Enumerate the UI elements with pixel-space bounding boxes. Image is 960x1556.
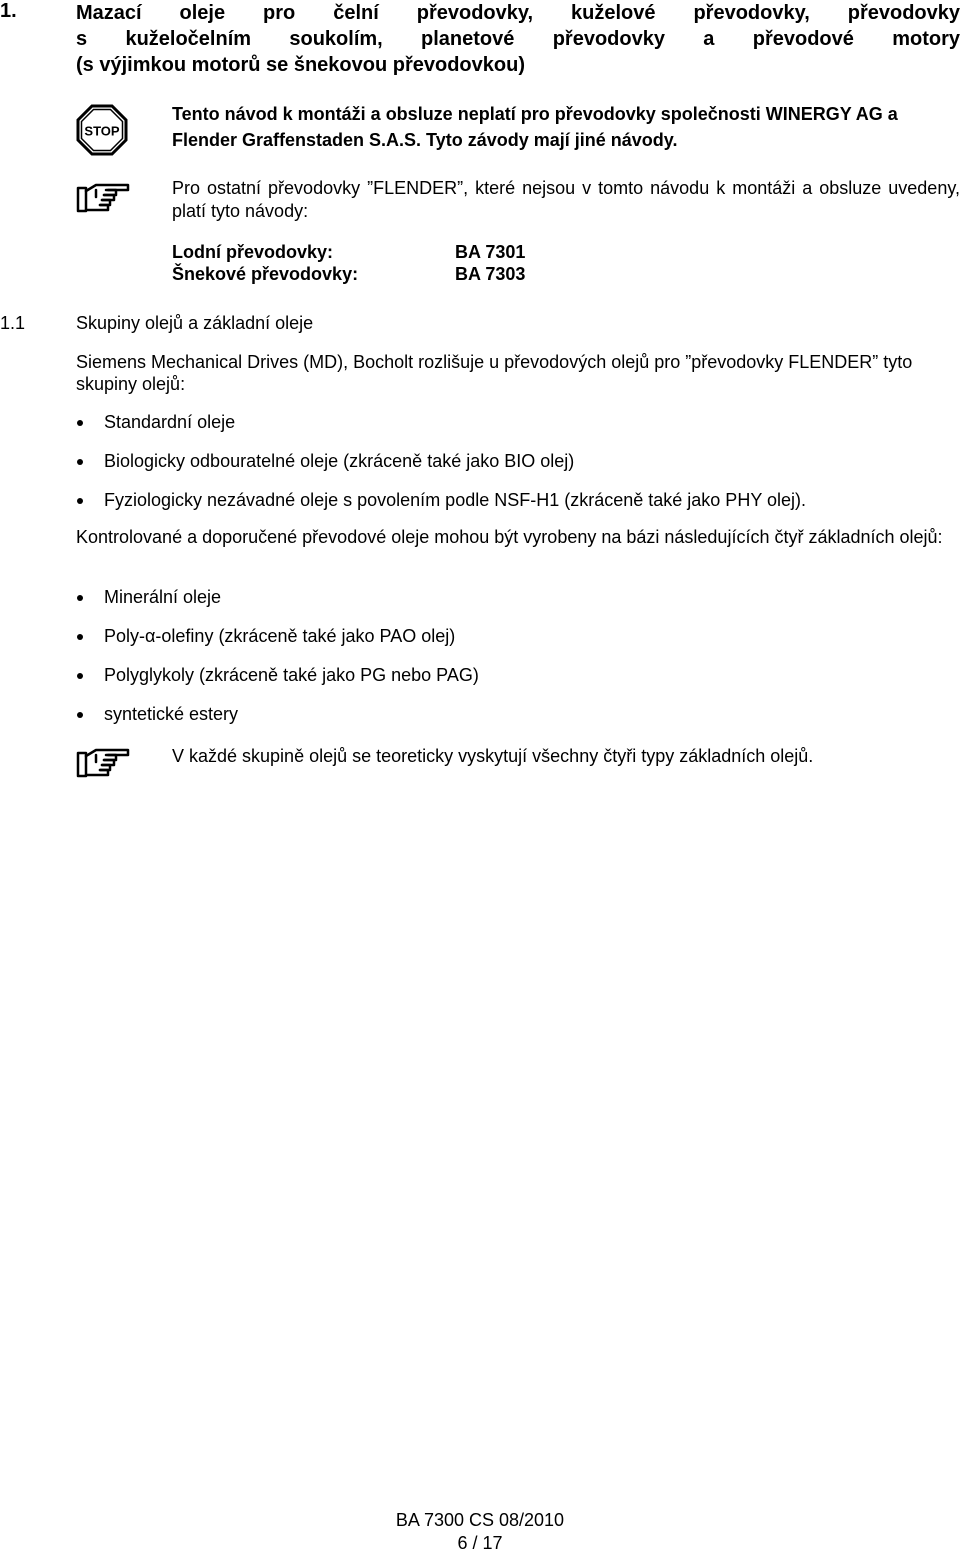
paragraph: Kontrolované a doporučené převodové oleje mohou být vyrobeny na bázi následujících čtyř základních olejů: — [76, 527, 943, 547]
bullet-icon — [77, 459, 83, 465]
reference-label: Lodní převodovky: — [172, 242, 334, 262]
note-text: V každé skupině olejů se teoreticky vyskytují všechny čtyři typy základních olejů. — [172, 746, 814, 766]
bullet-icon — [77, 634, 83, 640]
list-item: Poly-α-olefiny (zkráceně také jako PAO olej) — [76, 625, 960, 664]
reference-code: BA 7301 — [455, 242, 526, 262]
paragraph: Siemens Mechanical Drives (MD), Bocholt rozlišuje u převodových olejů pro ”převodovky FLENDER” tyto skupiny olejů: — [76, 352, 913, 394]
pointing-hand-icon — [76, 180, 132, 214]
bullet-icon — [77, 712, 83, 718]
bullet-icon — [77, 498, 83, 504]
hand-notice-text: Pro ostatní převodovky ”FLENDER”, které nejsou v tomto návodu k montáži a obsluze uvedeny, platí tyto návody: — [172, 178, 960, 221]
pointing-hand-icon — [76, 745, 132, 779]
stop-notice-text: Tento návod k montáži a obsluze neplatí pro převodovky společnosti WINERGY AG a Flender Graffenstaden S.A.S. Tyto závody mají jiné návody. — [172, 104, 898, 150]
bullet-icon — [77, 673, 83, 679]
section-title-line: (s výjimkou motorů se šnekovou převodovkou) — [76, 54, 525, 76]
bullet-icon — [77, 420, 83, 426]
section-title — [76, 0, 960, 78]
section-title-line: Mazací oleje pro čelní převodovky, kuželové převodovky, převodovky — [76, 2, 960, 24]
page-number: 6 / 17 — [457, 1533, 503, 1553]
subsection-title: Skupiny olejů a základní oleje — [76, 313, 314, 333]
list-item: Polyglykoly (zkráceně také jako PG nebo PAG) — [76, 664, 960, 703]
list-item: Biologicky odbouratelné oleje (zkráceně také jako BIO olej) — [76, 450, 960, 489]
stop-sign-label: STOP — [84, 123, 120, 139]
reference-label: Šnekové převodovky: — [172, 264, 359, 284]
section-title-line: s kuželočelním soukolím, planetové převodovky a převodové motory — [76, 28, 960, 50]
stop-sign-icon — [76, 104, 128, 156]
footer-doc-ref: BA 7300 CS 08/2010 — [395, 1510, 565, 1530]
bullet-icon — [77, 595, 83, 601]
list-item: Minerální oleje — [76, 586, 960, 625]
list-item: syntetické estery — [76, 703, 960, 742]
subsection-number: 1.1 — [0, 313, 26, 333]
section-number: 1. — [0, 0, 17, 22]
reference-code: BA 7303 — [455, 264, 526, 284]
oil-groups-list — [76, 411, 960, 528]
base-oils-list — [76, 586, 960, 742]
list-item: Fyziologicky nezávadné oleje s povolením podle NSF-H1 (zkráceně také jako PHY olej). — [76, 489, 960, 528]
list-item: Standardní oleje — [76, 411, 960, 450]
